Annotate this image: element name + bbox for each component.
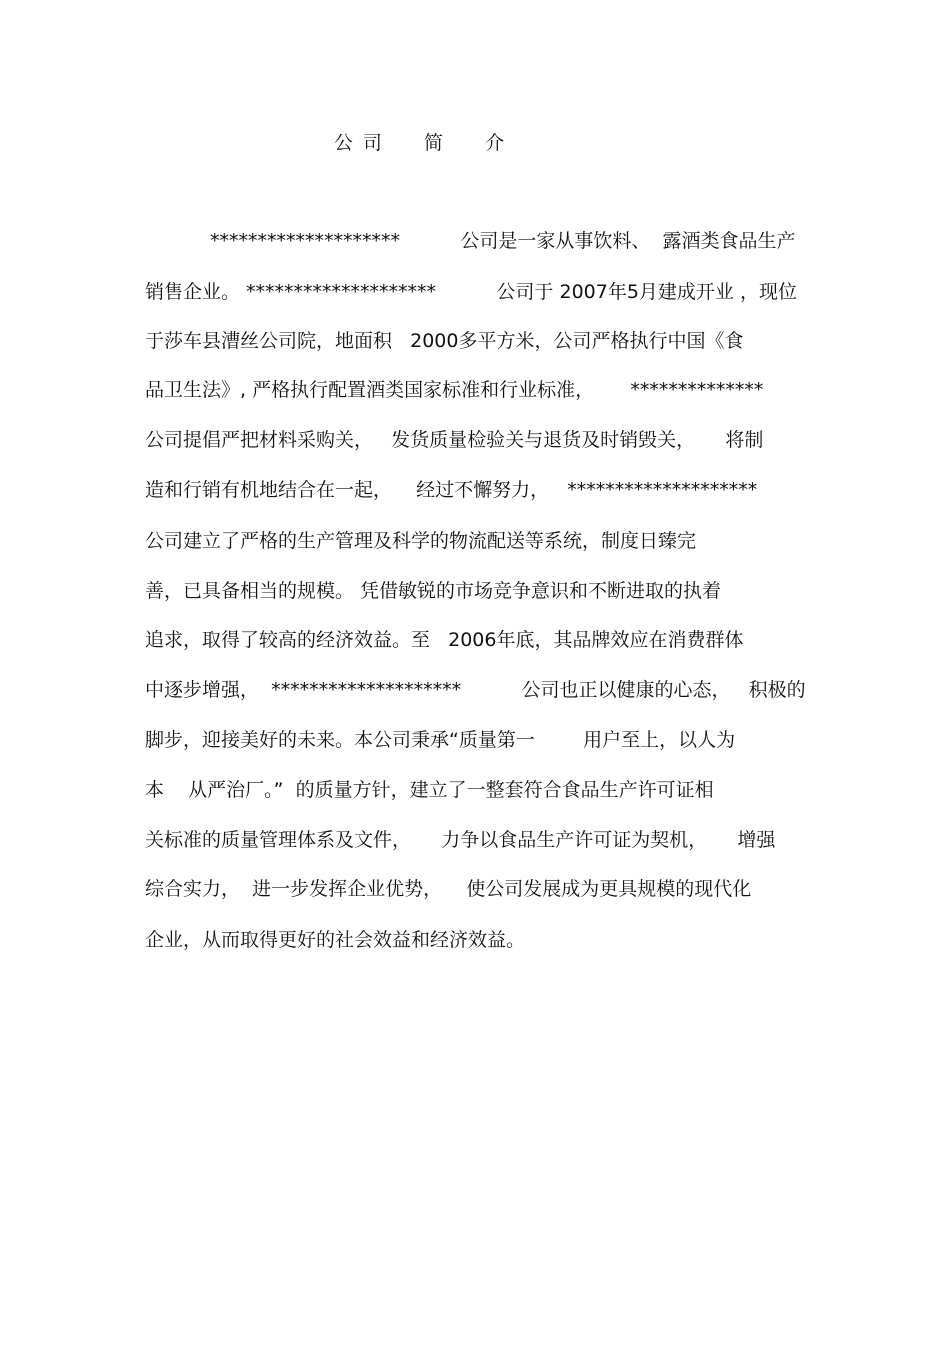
body-line-4: 品卫生法》, 严格执行配置酒类国家标准和行业标准， ************** bbox=[145, 379, 764, 401]
body-line-6: 造和行销有机地结合在一起， 经过不懈努力， ******************** bbox=[145, 479, 758, 501]
body-line-8: 善，已具备相当的规模。 凭借敏锐的市场竞争意识和不断进取的执着 bbox=[145, 580, 722, 602]
body-line-7: 公司建立了严格的生产管理及科学的物流配送等系统，制度日臻完 bbox=[145, 530, 697, 552]
body-line-13: 关标准的质量管理体系及文件， 力争以食品生产许可证为契机， 增强 bbox=[145, 829, 776, 851]
body-line-12: 本 从严治厂。” 的质量方针，建立了一整套符合食品生产许可证相 bbox=[145, 779, 714, 801]
body-line-10: 中逐步增强， ******************** 公司也正以健康的心态， 积极的 bbox=[145, 679, 806, 701]
document-title: 公司 简 介 bbox=[333, 132, 515, 154]
body-line-9: 追求，取得了较高的经济效益。至 2006年底，其品牌效应在消费群体 bbox=[145, 629, 744, 651]
body-line-3: 于莎车县漕丝公司院，地面积 2000多平方米，公司严格执行中国《食 bbox=[145, 330, 744, 352]
body-line-15: 企业，从而取得更好的社会效益和经济效益。 bbox=[145, 929, 526, 951]
body-line-1: ******************** 公司是一家从事饮料、 露酒类食品生产 bbox=[210, 230, 796, 252]
body-line-2: 销售企业。 ******************** 公司于 2007年5月建成开业 ，现位 bbox=[145, 281, 797, 303]
body-line-11: 脚步，迎接美好的未来。本公司秉承“质量第一 用户至上，以人为 bbox=[145, 729, 736, 751]
body-line-14: 综合实力， 进一步发挥企业优势， 使公司发展成为更具规模的现代化 bbox=[145, 878, 752, 900]
body-line-5: 公司提倡严把材料采购关， 发货质量检验关与退货及时销毁关， 将制 bbox=[145, 429, 764, 451]
